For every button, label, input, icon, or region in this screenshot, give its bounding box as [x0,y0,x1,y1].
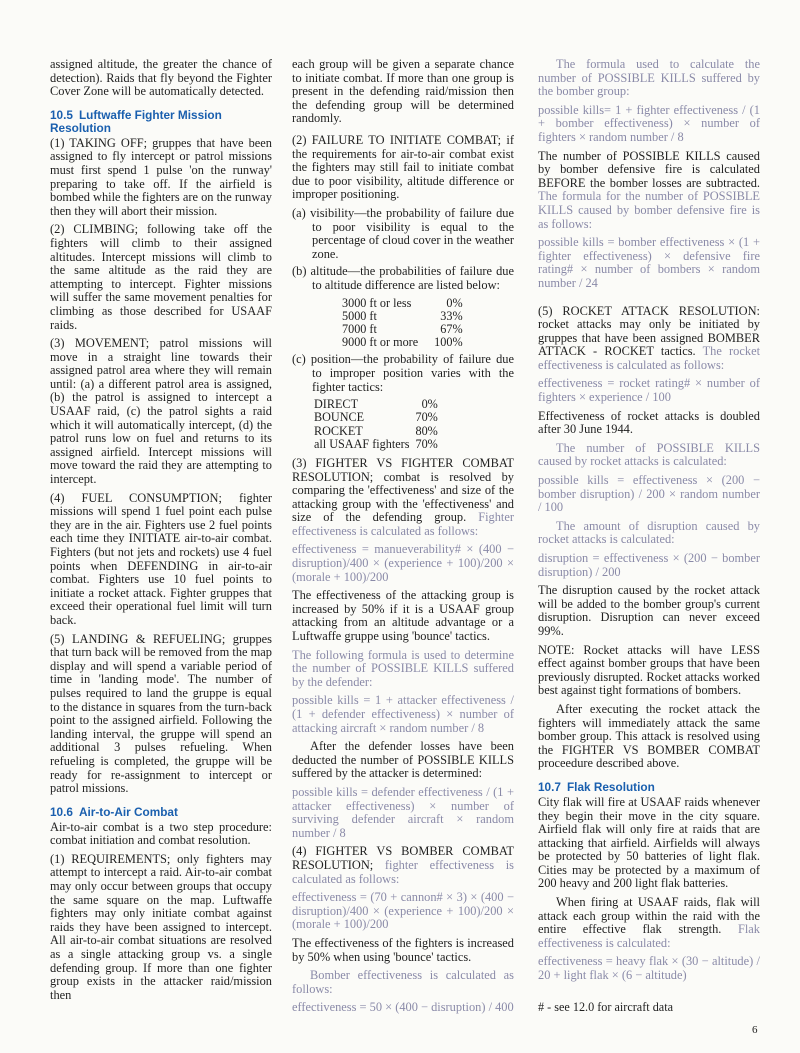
formula-bomber-kills: possible kills= 1 + fighter effectiveness / (1 + bomber effectiveness) × number of fighters × random number / 8 [538,102,760,144]
paragraph-detection-continued: assigned altitude, the greater the chance of detection). Raids that fly beyond the Fighter Cover Zone will be automatically detected. [50,57,272,99]
defensive-fire-text: The number of POSSIBLE KILLS caused by bomber defensive fire is calculated BEFORE the bomber losses are subtracted. [538,148,760,190]
row-label: 3000 ft or less [342,295,412,310]
flak-firing-text: When firing at USAAF raids, flak will attack each group within the raid with the entire effective flak strength. [538,895,760,937]
paragraph-after-rocket: After executing the rocket attack the fighters will immediately attack the same bomber group. This attack is resolved using the FIGHTER VS BOMBER COMBAT proceedure described above. [538,701,760,771]
section-heading-10-6 [50,806,272,819]
item-position: (c) position—the probability of failure due to improper position varies with the fighter tactics: [292,352,514,394]
paragraph-fighter-vs-fighter [292,457,514,539]
row-value: 80% [415,423,438,438]
table-row [314,411,438,424]
formula-intro-bomber: Bomber effectiveness is calculated as follows: [292,968,514,996]
table-row [342,297,469,310]
rocket-attack-text: (5) ROCKET ATTACK RESOLUTION: rocket attacks may only be initiated by gruppes that have been assigned BOMBER ATTACK - ROCKET tactics. [538,303,760,359]
formula-intro-bomber-kills: The formula used to calculate the number of POSSIBLE KILLS suffered by the bomber group: [538,57,760,99]
tactics-table [314,398,438,451]
table-row [314,438,438,451]
section-title: Air-to-Air Combat [78,804,178,819]
paragraph-climbing: (2) CLIMBING; following take off the fighters will climb to their assigned altitudes. Intercept missions will climb to the same altitude as the raid they are attempting to intercept. Fighter missions will suffer the same movement penalties for climbing as those described for USAAF raids. [50,222,272,332]
row-value: 0% [421,397,438,412]
formula-disruption: disruption = effectiveness × (200 − bomber disruption) / 200 [538,551,760,579]
rocket-formula-intro: The rocket effectiveness is calculated as follows: [538,344,761,372]
section-number: 10.5 [50,107,73,122]
fvf-text: (3) FIGHTER VS FIGHTER COMBAT RESOLUTION; combat is resolved by comparing the 'effectiveness' and size of the attacking group with the 'effectiveness' and size of the defending group. [292,455,514,525]
section-title: Flak Resolution [566,779,655,794]
paragraph-requirements: (1) REQUIREMENTS; only fighters may attempt to intercept a raid. Air-to-air combat may only occur between groups that occupy the same square on the map. Luftwaffe fighters may only initiate combat against raids they have been assigned to intercept. All air-to-air combat situations are resolved as a single attacking group vs. a single defending group. If more than one fighter group exists in the attacker raid/mission then [50,851,272,1002]
paragraph-failure: (2) FAILURE TO INITIATE COMBAT; if the requirements for air-to-air combat exist the fighters may still fail to initiate combat due to poor visibility, altitude difference or improper positioning. [292,132,514,202]
row-label: all USAAF fighters [314,436,410,451]
column-left [50,58,272,1007]
formula-intro-rocket-kills: The number of POSSIBLE KILLS caused by rocket attacks is calculated: [538,440,760,469]
paragraph-fighter-vs-bomber [292,845,514,886]
paragraph-flak-firing [538,896,760,950]
fvb-formula-intro: fighter effectiveness is calculated as follows: [292,857,514,886]
paragraph-fuel: (4) FUEL CONSUMPTION; fighter missions will spend 1 fuel point each pulse they are in the air. Fighters use 2 fuel points each time they INITIATE air-to-air combat. Fighters (but not jets and rockets) use 4 fuel points when DEFENDING in air-to-air combat. Fighters use 10 fuel points to initiate a rocket attack. Fighter gruppes that exceed their operational fuel limit will turn back. [50,490,272,627]
formula-attacker-kills: possible kills = defender effectiveness / (1 + attacker effectiveness) × number of surviving defender aircraft × random number / 8 [292,784,514,840]
section-heading-10-5 [50,109,272,135]
column-right [538,58,760,1014]
formula-defender-kills: possible kills = 1 + attacker effectiveness / (1 + defender effectiveness) × number of attacking aircraft × random number / 8 [292,693,514,735]
formula-defensive-kills: possible kills = bomber effectiveness × (1 + fighter effectiveness) × defensive fire rating# × number of bombers × random number / 24 [538,235,760,290]
formula-fighter-effectiveness: effectiveness = manueverability# × (400 − disruption)/400 × (experience + 100)/200 × (morale + 100)/200 [292,542,514,584]
formula-rocket-effectiveness: effectiveness = rocket rating# × number of fighters × experience / 100 [538,376,760,405]
paragraph-flak: City flak will fire at USAAF raids whenever they begin their move in the city square. Airfield flak will only fire at raids that are attacking that airfield. Airfields will always be protected by 50 batteries of light flak. Cities may be protected by a maximum of 200 heavy and 200 light flak batteries. [538,794,760,891]
altitude-table [342,297,469,350]
row-value: 67% [440,321,463,336]
item-visibility: (a) visibility—the probability of failure due to poor visibility is equal to the percentage of cloud cover in the weather zone. [292,205,514,261]
section-heading-10-7 [538,781,760,794]
row-value: 0% [446,295,463,310]
paragraph-taking-off: (1) TAKING OFF; gruppes that have been assigned to fly intercept or patrol missions must first spend 1 pulse 'on the runway' preparing to take off. If the airfield is bombed while the fighters are on the runway then they will abort their mission. [50,135,272,218]
formula-bomber-effectiveness: effectiveness = 50 × (400 − disruption) / 400 [292,1000,514,1015]
row-label: ROCKET [314,423,363,438]
formula-fighter-effectiveness-2: effectiveness = (70 + cannon# × 3) × (400 − disruption)/400 × (experience + 100)/200 × (morale + 100)/200 [292,890,514,932]
paragraph-requirements-continued: each group will be given a separate chance to initiate combat. If more than one group is present in the defending raid/mission then the defending group will be determined randomly. [292,57,514,126]
section-number: 10.7 [538,779,561,794]
row-label: BOUNCE [314,410,365,425]
row-label: 5000 ft [342,308,377,323]
paragraph-landing: (5) LANDING & REFUELING; gruppes that turn back will be removed from the map display and will spend a variable period of time in 'landing mode'. The number of pulses required to land the gruppe is equal to the distance in squares from the turn-back point to the assigned airfield. Following the landing interval, the gruppe will spend an additional 3 pulses refueling. When refueling is completed, the gruppe will be ready for re-assignment to intercept or patrol missions. [50,631,272,796]
flak-formula-intro: Flak effectiveness is calculated: [538,922,760,950]
row-value: 100% [434,335,463,350]
formula-rocket-kills: possible kills = effectiveness × (200 − bomber disruption) / 200 × random number / 100 [538,473,760,515]
formula-intro-disruption: The amount of disruption caused by rocket attacks is calculated: [538,518,760,547]
row-value: 70% [415,410,438,425]
row-label: DIRECT [314,397,359,412]
section-title: Luftwaffe Fighter Mission Resolution [50,107,222,135]
row-label: 7000 ft [342,321,377,336]
paragraph-air-to-air: Air-to-air combat is a two step procedure: combat initiation and combat resolution. [50,819,272,848]
paragraph-movement: (3) MOVEMENT; patrol missions will move in a straight line towards their assigned patrol area where they will remain until: (a) a different patrol area is assigned, (b) the patrol is assigned to intercept a USAAF raid, (c) the patrol sights a raid which it will automatically intercept, (d) the patrol runs low on fuel and returns to its assigned airfield. Intercept missions will move toward the raid they are attempting to intercept. [50,336,272,487]
table-row [342,336,469,349]
formula-flak-effectiveness: effectiveness = heavy flak × (30 − altitude) / 20 + light flak × (6 − altitude) [538,954,760,983]
fvf-formula-intro: Fighter effectiveness is calculated as follows: [292,510,514,538]
paragraph-defensive-fire [538,150,760,232]
table-row [314,425,438,438]
table-row [342,310,469,323]
footnote-text: # - see 12.0 for aircraft data [538,999,674,1014]
paragraph-after-losses: After the defender losses have been deducted the number of POSSIBLE KILLS suffered by the attacker is determined: [292,739,514,781]
row-value: 70% [415,436,438,451]
footnote [538,1001,760,1015]
paragraph-bounce-tactics: The effectiveness of the fighters is increased by 50% when using 'bounce' tactics. [292,935,514,964]
paragraph-rocket-attack [538,305,760,373]
page-number: 6 [752,1024,758,1036]
row-value: 33% [440,308,463,323]
section-number: 10.6 [50,804,73,819]
item-altitude: (b) altitude—the probabilities of failure due to altitude difference are listed below: [292,264,514,292]
row-label: 9000 ft or more [342,335,419,350]
fvb-text: (4) FIGHTER VS BOMBER COMBAT RESOLUTION; [292,844,514,872]
paragraph-note: NOTE: Rocket attacks will have LESS effect against bomber groups that have been previously disrupted. Rocket attacks worked best against tight formations of bombers. [538,642,760,698]
paragraph-doubled: Effectiveness of rocket attacks is doubled after 30 June 1944. [538,408,760,437]
paragraph-bounce-bonus: The effectiveness of the attacking group is increased by 50% if it is a USAAF group attacking from an altitude advantage or a Luftwaffe gruppe using 'bounce' tactics. [292,588,514,644]
formula-intro-defender-kills: The following formula is used to determine the number of POSSIBLE KILLS suffered by the defender: [292,647,514,689]
paragraph-disruption: The disruption caused by the rocket attack will be added to the bomber group's current disruption. Disruption can never exceed 99%. [538,583,760,638]
defensive-fire-intro: The formula for the number of POSSIBLE KILLS caused by bomber defensive fire is as follows: [538,189,760,231]
column-middle [292,58,514,1020]
